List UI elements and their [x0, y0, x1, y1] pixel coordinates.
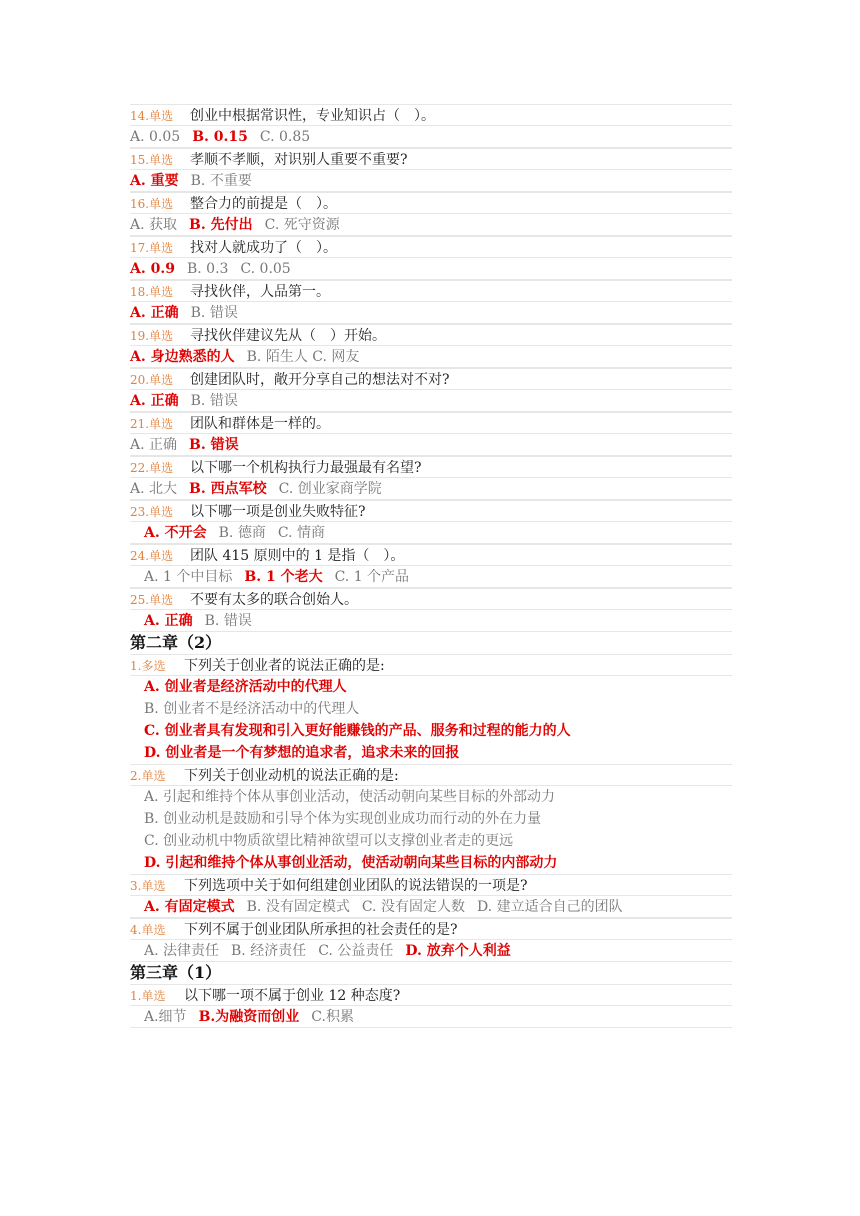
question-stem: 以下哪一个机构执行力最强最有名望? — [190, 460, 422, 476]
question-options — [130, 346, 732, 368]
question-options — [130, 170, 732, 192]
correct-option: A. 身边熟悉的人 — [130, 349, 235, 365]
option: B. 0.3 — [186, 261, 229, 277]
question-stem: 以下哪一项是创业失败特征? — [190, 504, 366, 520]
option: B. 错误 — [190, 393, 238, 409]
option: C. 死守资源 — [264, 217, 340, 233]
option: C. 情商 — [277, 525, 325, 541]
correct-option: A. 正确 — [144, 613, 193, 629]
question-item — [130, 280, 732, 324]
option: B. 错误 — [204, 613, 252, 629]
question-item — [130, 236, 732, 280]
question-header — [130, 984, 732, 1006]
question-number: 3.单选 — [130, 879, 166, 893]
question-item — [130, 412, 732, 456]
question-number: 25.单选 — [130, 593, 174, 607]
question-stem: 下列关于创业者的说法正确的是: — [184, 658, 385, 674]
chapter-2-heading: 第二章（2） — [130, 633, 222, 652]
correct-option: A. 正确 — [130, 393, 179, 409]
question-options — [130, 896, 732, 918]
question-header — [130, 654, 732, 676]
question-header — [130, 500, 732, 522]
correct-option: D. 放弃个人利益 — [405, 943, 511, 959]
question-stem: 下列关于创业动机的说法正确的是: — [184, 768, 399, 784]
correct-option: B. 0.15 — [192, 129, 248, 145]
question-header — [130, 104, 732, 126]
question-stem: 寻找伙伴，人品第一。 — [190, 284, 330, 300]
question-header — [130, 148, 732, 170]
question-stem: 创业中根据常识性，专业知识占（ ）。 — [190, 108, 435, 124]
question-number: 16.单选 — [130, 197, 174, 211]
question-number: 14.单选 — [130, 109, 174, 123]
question-header — [130, 764, 732, 786]
correct-option: D. 创业者是一个有梦想的追求者，追求未来的回报 — [144, 745, 460, 761]
question-header — [130, 588, 732, 610]
correct-option: B. 先付出 — [189, 217, 253, 233]
question-stem: 团队 415 原则中的 1 是指（ ）。 — [190, 548, 405, 564]
option: B. 错误 — [190, 305, 238, 321]
question-3-single — [130, 874, 732, 918]
question-1-multi — [130, 654, 732, 764]
option: C. 创业动机中物质欲望比精神欲望可以支撑创业者走的更远 — [144, 833, 514, 849]
question-number: 1.多选 — [130, 659, 166, 673]
question-item — [130, 544, 732, 588]
correct-option: A. 0.9 — [130, 261, 175, 277]
question-number: 1.单选 — [130, 989, 166, 1003]
question-number: 19.单选 — [130, 329, 174, 343]
question-options — [130, 1006, 732, 1028]
option: C.积累 — [311, 1009, 354, 1025]
question-options — [130, 676, 732, 764]
question-number: 2.单选 — [130, 769, 166, 783]
question-options — [130, 434, 732, 456]
question-number: 23.单选 — [130, 505, 174, 519]
option: B. 创业动机是鼓励和引导个体为实现创业成功而行动的外在力量 — [144, 811, 542, 827]
chapter-3-heading: 第三章（1） — [130, 963, 222, 982]
question-2-single — [130, 764, 732, 874]
question-stem: 孝顺不孝顺，对识别人重要不重要? — [190, 152, 408, 168]
option: A. 获取 — [130, 217, 178, 233]
option: B. 创业者不是经济活动中的代理人 — [144, 701, 360, 717]
option: C. 没有固定人数 — [361, 899, 465, 915]
question-number: 22.单选 — [130, 461, 174, 475]
correct-option: B. 1 个老大 — [244, 569, 323, 585]
question-options — [130, 302, 732, 324]
question-item — [130, 368, 732, 412]
question-header — [130, 236, 732, 258]
option: A. 引起和维持个体从事创业活动，使活动朝向某些目标的外部动力 — [144, 789, 556, 805]
question-number: 4.单选 — [130, 923, 166, 937]
question-stem: 下列选项中关于如何组建创业团队的说法错误的一项是? — [184, 878, 528, 894]
option: A. 正确 — [130, 437, 178, 453]
correct-option: D. 引起和维持个体从事创业活动，使活动朝向某些目标的内部动力 — [144, 855, 558, 871]
question-options — [130, 566, 732, 588]
question-item — [130, 588, 732, 632]
question-options — [130, 478, 732, 500]
option: A. 法律责任 — [144, 943, 220, 959]
question-number: 17.单选 — [130, 241, 174, 255]
question-stem: 以下哪一项不属于创业 12 种态度? — [184, 988, 401, 1004]
question-stem: 寻找伙伴建议先从（ ）开始。 — [190, 328, 386, 344]
question-options — [130, 126, 732, 148]
question-item — [130, 500, 732, 544]
question-stem: 团队和群体是一样的。 — [190, 416, 330, 432]
question-stem: 不要有太多的联合创始人。 — [190, 592, 358, 608]
question-options — [130, 610, 732, 632]
correct-option: A. 重要 — [130, 173, 179, 189]
question-header — [130, 874, 732, 896]
correct-option: A. 不开会 — [144, 525, 207, 541]
option: C. 创业家商学院 — [278, 481, 382, 497]
option: C. 公益责任 — [318, 943, 394, 959]
option: B. 没有固定模式 — [246, 899, 350, 915]
question-item — [130, 148, 732, 192]
question-item — [130, 324, 732, 368]
option: A.细节 — [144, 1009, 187, 1025]
question-header — [130, 280, 732, 302]
correct-option: B.为融资而创业 — [198, 1009, 300, 1025]
question-options — [130, 940, 732, 962]
question-stem: 整合力的前提是（ ）。 — [190, 196, 337, 212]
question-header — [130, 412, 732, 434]
question-ch3-1-single — [130, 984, 732, 1028]
option: B. 德商 — [218, 525, 266, 541]
question-stem: 创建团队时，敞开分享自己的想法对不对? — [190, 372, 450, 388]
question-stem: 找对人就成功了（ ）。 — [190, 240, 337, 256]
question-stem: 下列不属于创业团队所承担的社会责任的是? — [184, 922, 458, 938]
chapter-1-questions — [130, 104, 732, 632]
option: B. 陌生人 C. 网友 — [246, 349, 360, 365]
option: C. 1 个产品 — [334, 569, 410, 585]
option: C. 0.05 — [240, 261, 291, 277]
question-item — [130, 456, 732, 500]
question-header — [130, 192, 732, 214]
correct-option: A. 正确 — [130, 305, 179, 321]
question-4-single — [130, 918, 732, 962]
question-header — [130, 544, 732, 566]
option: A. 0.05 — [130, 129, 181, 145]
question-number: 18.单选 — [130, 285, 174, 299]
correct-option: B. 西点军校 — [189, 481, 267, 497]
question-header — [130, 918, 732, 940]
correct-option: A. 有固定模式 — [144, 899, 235, 915]
option: D. 建立适合自己的团队 — [476, 899, 623, 915]
option: A. 北大 — [130, 481, 178, 497]
question-options — [130, 214, 732, 236]
question-number: 20.单选 — [130, 373, 174, 387]
question-options — [130, 390, 732, 412]
question-options — [130, 258, 732, 280]
question-header — [130, 456, 732, 478]
question-item — [130, 192, 732, 236]
option: B. 经济责任 — [231, 943, 307, 959]
question-number: 24.单选 — [130, 549, 174, 563]
question-item — [130, 104, 732, 148]
option: B. 不重要 — [190, 173, 252, 189]
correct-option: B. 错误 — [189, 437, 239, 453]
correct-option: A. 创业者是经济活动中的代理人 — [144, 679, 347, 695]
correct-option: C. 创业者具有发现和引入更好能赚钱的产品、服务和过程的能力的人 — [144, 723, 571, 739]
question-number: 21.单选 — [130, 417, 174, 431]
question-number: 15.单选 — [130, 153, 174, 167]
question-options — [130, 522, 732, 544]
question-header — [130, 324, 732, 346]
question-options — [130, 786, 732, 874]
quiz-answer-page — [130, 104, 732, 1028]
option: A. 1 个中目标 — [144, 569, 233, 585]
option: C. 0.85 — [259, 129, 311, 145]
question-header — [130, 368, 732, 390]
